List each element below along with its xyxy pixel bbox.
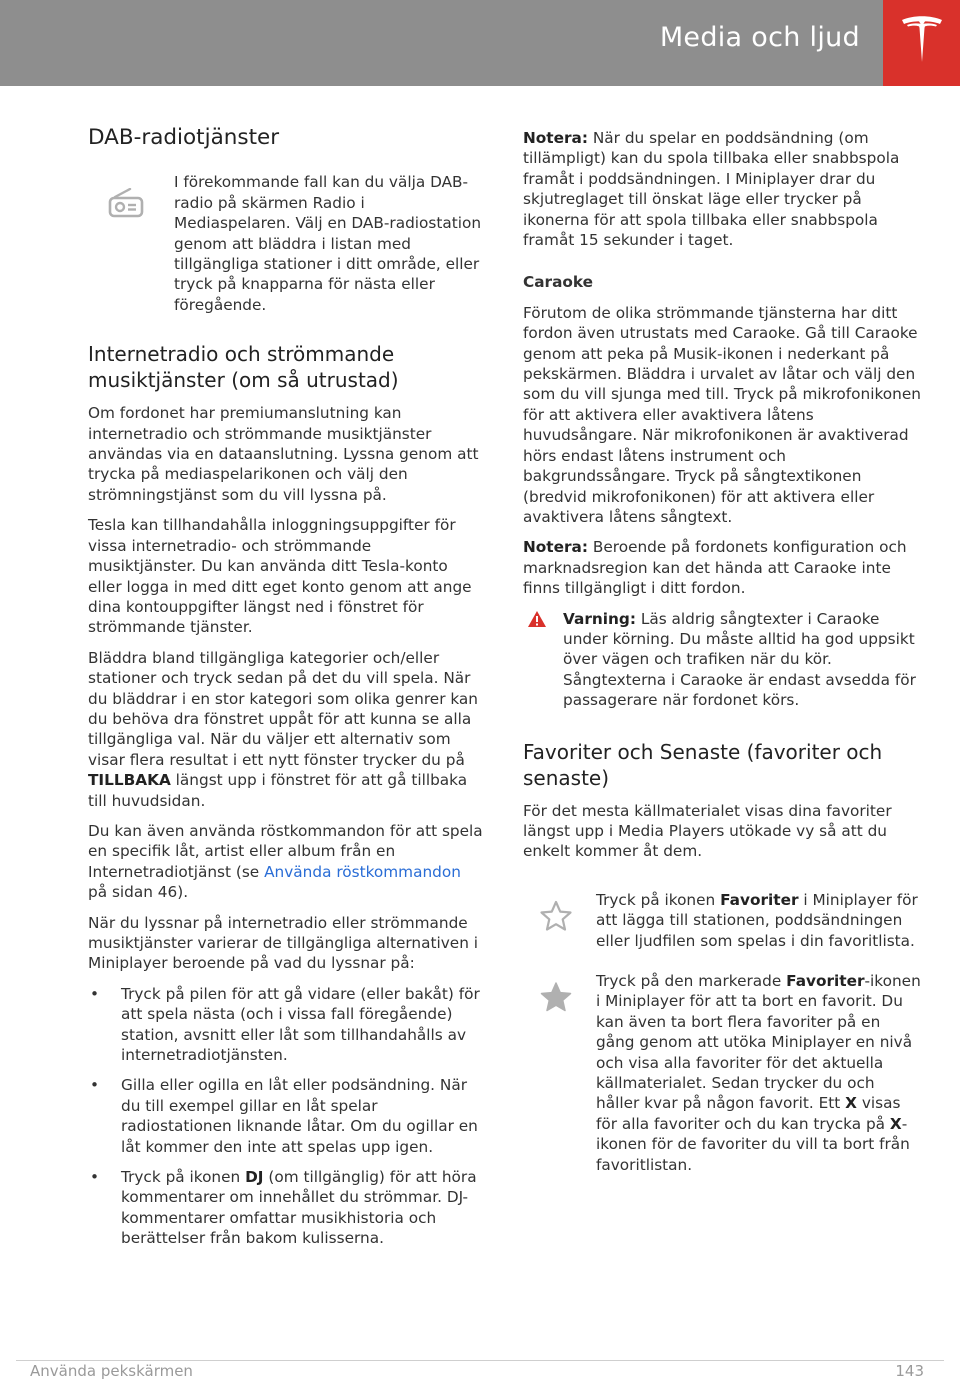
page-number: 143 [895,1362,924,1380]
dj-label: DJ [245,1168,264,1187]
radio-icon [108,188,144,218]
bullet: • [90,1076,100,1095]
right-column [523,128,921,1195]
caraoke-heading: Caraoke [523,273,594,292]
header-title: Media och ljud [659,22,860,53]
warning-text: Läs aldrig sångtexter i Caraoke under körning. Du måste alltid ha god uppsikt över vägen och trafiken när du kör. Sångtexterna i Caraoke är endast avsedda för passagerare när fordonet körs. [563,609,916,710]
favorites-heading: Favoriter och Senaste (favoriter och senaste) [523,739,883,790]
star2-text-b: -ikonen i Miniplayer för att ta bort en favorit. Du kan även ta bort flera favoriter på en gång genom att utöka Miniplayer en nivå och visa alla favoriter för det aktuella källmaterialet. Sedan trycker du och håller kvar på någon favorit. Ett [596,972,921,1113]
p3-text-b: längst upp i fönstret för att gå tillbaka till huvudsidan. [88,771,468,810]
note-label: Notera: [523,129,588,147]
note-label: Notera: [523,538,588,557]
tillbaka-label: TILLBAKA [88,771,171,790]
list-item [88,984,483,1066]
list-item-text-b: (om tillgänglig) för att höra kommentarer om innehållet du strömmar. DJ-kommentarer omfattar musikhistoria och berättelser från bakom kulisserna. [121,1168,477,1248]
note-podcast [523,128,921,250]
internet-p1: Om fordonet har premiumanslutning kan internetradio och strömmande musiktjänster användas via en dataanslutning. Lyssna genom att trycka på mediaspelarikonen och välj den strömningstjänst som du vill lyssna på. [88,404,479,504]
x-label: X [889,1114,902,1133]
star2-text-c: visas för alla favoriter och du kan trycka på [596,1094,901,1133]
star-outline-icon [539,900,573,932]
footer-section-title: Använda pekskärmen [30,1362,193,1380]
internet-p5: När du lyssnar på internetradio eller strömmande musiktjänster varierar de tillgängliga alternativen i Miniplayer beroende på vad du lyssnar på: [88,913,479,973]
warning-icon [527,610,547,628]
list-item-text: Gilla eller ogilla en låt eller podsändning. När du till exempel gillar en låt spelar radiostationen liknande låtar. Om du ogillar en låt kommer den inte att spelas upp igen. [121,1076,478,1156]
p4-text-b: på sidan 46). [88,883,189,902]
caraoke-text: Förutom de olika strömmande tjänsterna har ditt fordon även utrustats med Caraoke. Gå till Caraoke genom att peka på Musik-ikonen i nederkant på pekskärmen. Bläddra i urvalet av låtar och välj den som du vill sjunga med till. Tryck på mikrofonikonen för att aktivera eller avaktivera låtens huvudsångare. När mikrofonikonen är avaktiverad hörs endast låtens instrument och bakgrundssångare. Tryck på sångtextikonen (bredvid mikrofonikonen) för att aktivera eller avaktivera låtens sångtext. [523,303,921,526]
favorite-remove-text [596,971,921,1175]
footer-divider [16,1360,944,1361]
left-column [88,125,483,1259]
favorite-add-row [523,890,921,951]
internet-p3 [88,648,483,811]
favorites-label: Favoriter [720,890,799,909]
dab-section [88,172,483,315]
miniplayer-options-list [88,984,483,1249]
warning-box [523,609,921,711]
note-text: När du spelar en poddsändning (om tillämpligt) kan du spola tillbaka eller snabbspola framåt i poddsändningen. I Miniplayer drar du skjutreglaget till önskat läge eller trycker på ikonerna för att spola tillbaka eller snabbspola framåt 15 sekunder i taget. [523,129,900,250]
star1-text-a: Tryck på ikonen [596,890,721,909]
p4-text-a: Du kan även använda röstkommandon för att spela en specifik låt, artist eller album från en Internetradiotjänst (se [88,821,483,881]
tesla-logo-icon [899,14,945,66]
favorites-text: För det mesta källmaterialet visas dina favoriter längst upp i Media Players utökade vy så att du enkelt kommer åt dem. [523,801,892,861]
internet-radio-heading: Internetradio och strömmande musiktjänster (om så utrustad) [88,342,399,393]
list-item-text: Tryck på pilen för att gå vidare (eller bakåt) för att spela nästa (och i vissa fall föregående) station, avsnitt eller låt som tillhandahålls av internetradiotjänsten. [121,984,480,1065]
favorite-add-text [596,890,921,951]
internet-p4 [88,821,483,903]
bullet: • [90,984,100,1003]
dab-heading: DAB-radiotjänster [88,125,280,150]
p3-text-a: Bläddra bland tillgängliga kategorier och/eller stationer och tryck sedan på det du vill spela. När du bläddrar i en stor kategori som olika genrer kan du behöva dra fönstret uppåt för att kunna se alla tillgängliga val. När du väljer ett alternativ som visar flera resultat i ett nytt fönster trycker du på [88,648,479,769]
x-label: X [845,1094,857,1113]
favorite-remove-row [523,971,921,1175]
star1-text-b: i Miniplayer för att lägga till stationen, poddsändningen eller ljudfilen som spelas i din favoritlista. [596,890,918,950]
list-item-text-a: Tryck på ikonen [121,1168,246,1187]
favorites-label: Favoriter [786,972,865,990]
dab-text: I förekommande fall kan du välja DAB-radio på skärmen Radio i Mediaspelaren. Välj en DAB-radiostation genom att bläddra i listan med tillgängliga stationer i ditt område, eller tryck på knapparna för nästa eller föregående. [174,173,482,314]
note-caraoke [523,537,921,598]
warning-label: Varning: [563,609,636,628]
list-item [88,1075,483,1157]
page-header [0,0,960,86]
list-item [88,1167,483,1249]
tesla-logo [883,0,960,86]
star2-text-a: Tryck på den markerade [596,972,787,990]
star-filled-icon [539,981,573,1013]
voice-commands-link[interactable]: Använda röstkommandon [264,862,461,881]
bullet: • [90,1168,100,1187]
internet-p2: Tesla kan tillhandahålla inloggningsuppgifter för vissa internetradio- och strömmande musiktjänster. Du kan använda ditt Tesla-konto eller logga in med ditt eget konto genom att ange dina kontouppgifter längst ned i fönstret för strömmande tjänster. [88,516,472,637]
note-text: Beroende på fordonets konfiguration och marknadsregion kan det hända att Caraoke inte finns tillgängligt i ditt fordon. [523,538,907,598]
star2-text-d: -ikonen för de favoriter du vill ta bort från favoritlistan. [596,1114,910,1174]
